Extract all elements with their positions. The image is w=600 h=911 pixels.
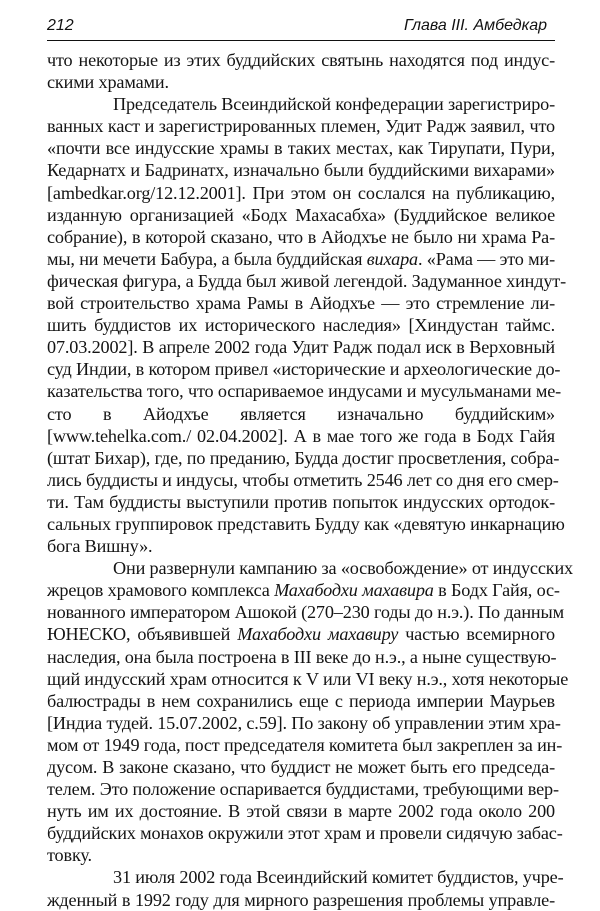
italic-term: вихара bbox=[366, 248, 418, 269]
text-line: нуть им их достояние. В этой связи в марте 2002 года около 200 bbox=[47, 801, 555, 822]
text-line: Кедарнатх и Бадринатх, изначально были буддийскими вихарами» bbox=[47, 160, 555, 181]
text-line: шить буддистов их исторического наследия» [Хиндустан таймс. bbox=[47, 315, 555, 336]
text-line: вой строительство храма Рамы в Айодхъе — это стремление ли- bbox=[47, 293, 555, 314]
text-line: дусом. В законе сказано, что буддист не может быть его председа- bbox=[47, 757, 555, 777]
text-line: скими храмами. bbox=[47, 72, 169, 93]
text-line: [ambedkar.org/12.12.2001]. При этом он сослался на публикацию, bbox=[47, 182, 555, 203]
text-line: нованного императором Ашокой (270–230 годы до н.э.). По данным bbox=[47, 602, 564, 623]
text-line: щий индусский храм относится к V или VI веку н.э., хотя некоторые bbox=[47, 668, 569, 689]
running-header bbox=[47, 16, 555, 41]
text-line: ЮНЕСКО, объявившей Махабодхи махавиру частью всемирного bbox=[47, 624, 555, 645]
paragraph bbox=[47, 49, 555, 93]
paragraph bbox=[47, 557, 573, 866]
text-line: мом от 1949 года, пост председателя комитета был закреплен за ин- bbox=[47, 734, 563, 755]
text-line: жрецов храмового комплекса Махабодхи махавира в Бодх Гайя, ос- bbox=[47, 580, 560, 601]
text-line: лись буддисты и индусы, чтобы отметить 2546 лет со дня его смер- bbox=[47, 469, 559, 490]
text-line: 31 июля 2002 года Всеиндийский комитет буддистов, учре- bbox=[113, 867, 564, 888]
text-line: собрание), в которой сказано, что в Айодхъе не было ни храма Ра- bbox=[47, 226, 555, 247]
paragraph bbox=[47, 866, 564, 910]
text-line: суд Индии, в котором привел «исторические и археологические до- bbox=[47, 359, 561, 380]
text-line: балюстрады в нем сохранились еще с периода империи Маурьев bbox=[47, 690, 555, 711]
text-line: бога Вишну». bbox=[47, 536, 153, 557]
text-line: ти. Там буддисты выступили против попыток индусских ортодок- bbox=[47, 491, 555, 512]
text-line: сальных группировок представить Будду как «девятую инкарнацию bbox=[47, 513, 565, 534]
text-line: жденный в 1992 году для мирного разрешения проблемы управле- bbox=[47, 889, 555, 910]
text-line: изданную организацией «Бодх Махасабха» (Буддийское великое bbox=[47, 204, 555, 225]
text-line: [www.tehelka.com./ 02.04.2002]. А в мае того же года в Бодх Гайя bbox=[47, 425, 555, 446]
text-line: ванных каст и зарегистрированных племен, Удит Радж заявил, что bbox=[47, 116, 555, 137]
italic-term: Махабодхи махавиру bbox=[237, 624, 399, 645]
italic-term: Махабодхи махавира bbox=[274, 580, 434, 601]
text-line: фическая фигура, а Будда был живой легендой. Задуманное хиндут- bbox=[47, 270, 567, 291]
text-line: Председатель Всеиндийской конфедерации зарегистриро- bbox=[113, 94, 556, 115]
body-text bbox=[47, 49, 573, 911]
text-line: [Индиа тудей. 15.07.2002, с.59]. По закону об управлении этим хра- bbox=[47, 712, 561, 733]
text-line: мы, ни мечети Бабура, а была буддийская вихара. «Рама — это ми- bbox=[47, 248, 555, 269]
text-line: «почти все индусские храмы в таких местах, как Тирупати, Пури, bbox=[47, 138, 555, 159]
text-line: (штат Бихар), где, по преданию, Будда достиг просветления, собра- bbox=[47, 447, 560, 468]
text-line: товку. bbox=[47, 845, 92, 866]
text-line: сто в Айодхъе является изначально буддийским» bbox=[47, 403, 555, 424]
text-line: Они развернули кампанию за «освобождение» от индусских bbox=[113, 558, 573, 579]
text-line: 07.03.2002]. В апреле 2002 года Удит Радж подал иск в Верховный bbox=[47, 337, 555, 358]
text-line: телем. Это положение оспаривается буддистами, требующими вер- bbox=[47, 779, 559, 800]
text-line: буддийских монахов окружили этот храм и провели сидячую забас- bbox=[47, 823, 563, 844]
text-line: казательства того, что оспариваемое индусами и мусульманами ме- bbox=[47, 381, 562, 402]
chapter-title: Глава III. Амбедкар bbox=[403, 17, 547, 34]
paragraph bbox=[47, 93, 567, 557]
text-line: что некоторые из этих буддийских святынь находятся под индус- bbox=[47, 50, 555, 70]
page-number: 212 bbox=[47, 17, 74, 34]
text-line: наследия, она была построена в III веке до н.э., а ныне существую- bbox=[47, 646, 557, 667]
